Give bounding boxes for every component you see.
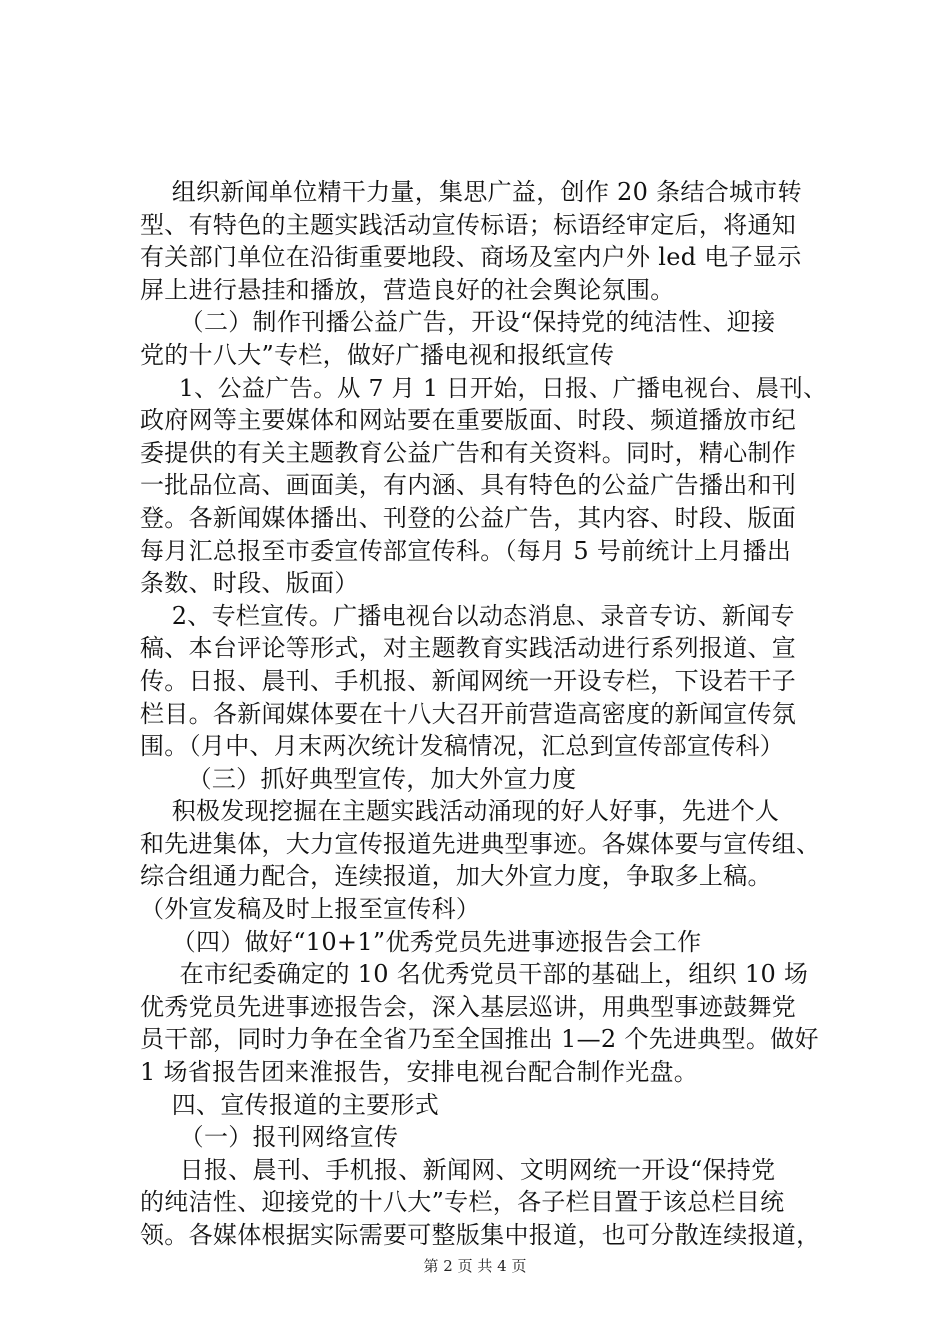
text-line: 政府网等主要媒体和网站要在重要版面、时段、频道播放市纪 <box>140 406 797 435</box>
text-line: 围。（月中、月末两次统计发稿情况，汇总到宣传部宣传科） <box>140 732 785 761</box>
text-line: 1 场省报告团来淮报告，安排电视台配合制作光盘。 <box>140 1058 699 1087</box>
text-line: 在市纪委确定的 10 名优秀党员干部的基础上，组织 10 场 <box>140 960 809 989</box>
text-line: 领。各媒体根据实际需要可整版集中报道，也可分散连续报道， <box>140 1221 821 1249</box>
text-line: （二）制作刊播公益广告，开设“保持党的纯洁性、迎接 <box>140 308 776 337</box>
text-line: 屏上进行悬挂和播放，营造良好的社会舆论氛围。 <box>140 275 675 304</box>
text-line: 2、专栏宣传。广播电视台以动态消息、录音专访、新闻专 <box>140 601 795 630</box>
text-line: 每月汇总报至市委宣传部宣传科。（每月 5 号前统计上月播出 <box>140 536 792 565</box>
text-line: 条数、时段、版面） <box>140 569 359 598</box>
text-line: 传。日报、晨刊、手机报、新闻网统一开设专栏，下设若干子 <box>140 666 797 695</box>
text-line: 一批品位高、画面美，有内涵、具有特色的公益广告播出和刊 <box>140 471 797 500</box>
text-line: 综合组通力配合，连续报道，加大外宣力度，争取多上稿。 <box>140 862 772 891</box>
text-line: 和先进集体，大力宣传报道先进典型事迹。各媒体要与宣传组、 <box>140 829 821 858</box>
text-line: 组织新闻单位精干力量，集思广益，创作 20 条结合城市转 <box>140 178 802 206</box>
text-line: 日报、晨刊、手机报、新闻网、文明网统一开设“保持党 <box>140 1155 776 1184</box>
text-line: 登。各新闻媒体播出、刊登的公益广告，其内容、时段、版面 <box>140 503 797 532</box>
text-line: （四）做好“10+1”优秀党员先进事迹报告会工作 <box>140 927 702 956</box>
page-footer: 第 2 页 共 4 页 <box>423 1257 527 1275</box>
text-line: 积极发现挖掘在主题实践活动涌现的好人好事，先进个人 <box>140 797 780 826</box>
text-line: 党的十八大”专栏，做好广播电视和报纸宣传 <box>140 340 615 369</box>
text-line: 型、有特色的主题实践活动宣传标语；标语经审定后，将通知 <box>140 210 797 239</box>
text-line: （三）抓好典型宣传，加大外宣力度 <box>140 764 577 793</box>
text-line: 四、宣传报道的主要形式 <box>140 1090 440 1119</box>
text-line: 优秀党员先进事迹报告会，深入基层巡讲，用典型事迹鼓舞党 <box>140 992 797 1021</box>
text-line: （外宣发稿及时上报至宣传科） <box>140 895 481 924</box>
text-line: （一）报刊网络宣传 <box>140 1123 399 1152</box>
text-line: 委提供的有关主题教育公益广告和有关资料。同时，精心制作 <box>140 438 797 467</box>
document-body <box>140 176 840 1252</box>
text-line: 1、公益广告。从 7 月 1 日开始，日报、广播电视台、晨刊、 <box>140 373 827 402</box>
text-line: 稿、本台评论等形式，对主题教育实践活动进行系列报道、宣 <box>140 634 797 663</box>
text-line: 有关部门单位在沿街重要地段、商场及室内户外 led 电子显示 <box>140 243 802 272</box>
text-line: 栏目。各新闻媒体要在十八大召开前营造高密度的新闻宣传氛 <box>140 699 797 728</box>
text-line: 的纯洁性、迎接党的十八大”专栏，各子栏目置于该总栏目统 <box>140 1188 785 1217</box>
text-line: 员干部，同时力争在全省乃至全国推出 1—2 个先进典型。做好 <box>140 1025 819 1054</box>
